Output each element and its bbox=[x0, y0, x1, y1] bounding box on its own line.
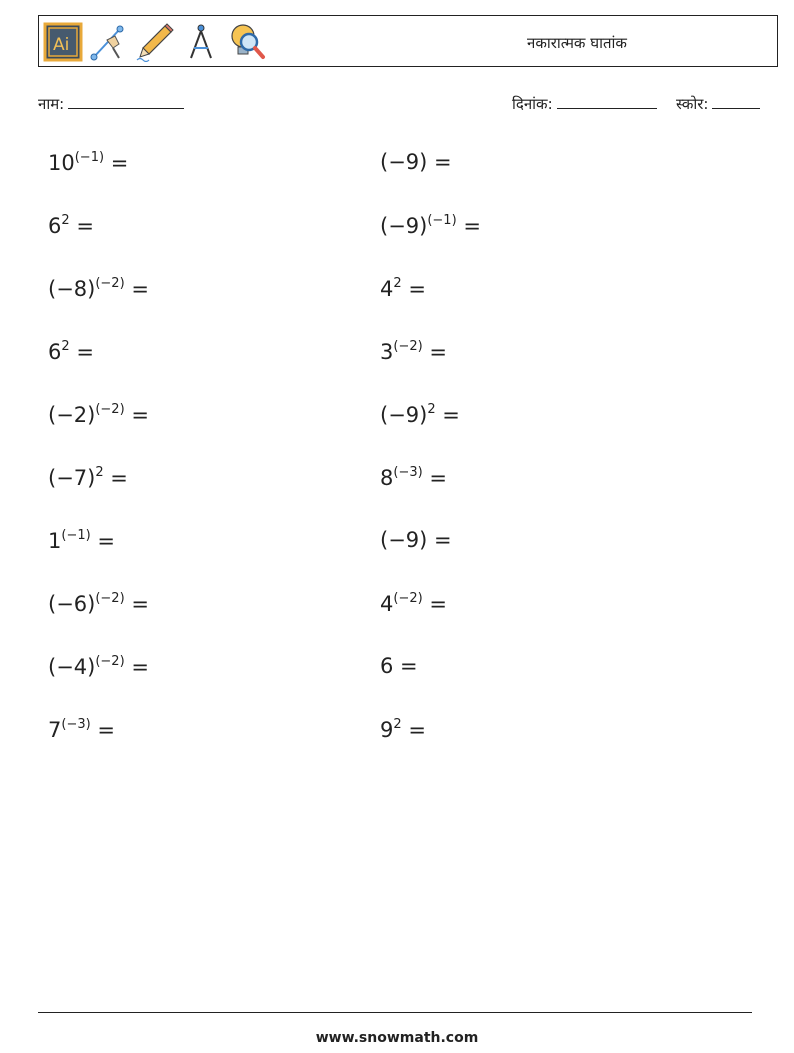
problem-equals: = bbox=[104, 151, 129, 175]
problem-exponent: (−1) bbox=[74, 150, 105, 165]
problem-item bbox=[48, 402, 149, 427]
problem-item bbox=[48, 339, 94, 364]
problem-item bbox=[48, 276, 149, 301]
problem-exponent: 2 bbox=[393, 717, 402, 732]
problem-equals: = bbox=[124, 592, 149, 616]
problem-base: (−9) bbox=[380, 150, 428, 174]
problem-equals: = bbox=[422, 340, 447, 364]
problem-equals: = bbox=[69, 340, 94, 364]
problem-base: (−4) bbox=[48, 655, 96, 679]
problem-exponent: 2 bbox=[61, 339, 70, 354]
problem-item bbox=[48, 717, 115, 742]
problem-item bbox=[380, 276, 426, 301]
score-label: स्कोर: bbox=[676, 95, 709, 113]
problem-item bbox=[380, 150, 452, 174]
problem-item bbox=[48, 150, 128, 175]
problem-exponent: (−2) bbox=[95, 654, 125, 669]
problem-item bbox=[380, 654, 418, 678]
problem-equals: = bbox=[427, 150, 452, 174]
worksheet-header bbox=[38, 15, 778, 67]
problem-equals: = bbox=[124, 655, 149, 679]
problem-equals: = bbox=[456, 214, 481, 238]
footer-website: www.snowmath.com bbox=[315, 1030, 479, 1046]
svg-text:Ai: Ai bbox=[53, 35, 70, 55]
compass-icon bbox=[181, 22, 221, 62]
problem-base: (−9) bbox=[380, 214, 428, 238]
problem-base: 7 bbox=[48, 718, 62, 742]
problem-equals: = bbox=[435, 403, 460, 427]
problem-equals: = bbox=[422, 466, 447, 490]
problem-base: 1 bbox=[48, 529, 62, 553]
problem-equals: = bbox=[103, 466, 128, 490]
problem-equals: = bbox=[90, 529, 115, 553]
problem-equals: = bbox=[69, 214, 94, 238]
problem-exponent: (−1) bbox=[427, 213, 457, 228]
problem-item bbox=[380, 339, 447, 364]
problem-base: (−9) bbox=[380, 528, 428, 552]
ai-icon bbox=[43, 22, 83, 62]
problem-item bbox=[48, 465, 128, 490]
footer-divider bbox=[38, 1012, 752, 1013]
problem-item bbox=[380, 528, 452, 552]
worksheet-title: नकारात्मक घातांक bbox=[527, 34, 627, 52]
problem-exponent: 2 bbox=[427, 402, 436, 417]
problem-item bbox=[48, 654, 149, 679]
problem-base: 10 bbox=[48, 151, 75, 175]
problem-base: (−2) bbox=[48, 403, 96, 427]
problem-exponent: (−2) bbox=[393, 591, 423, 606]
problem-item bbox=[48, 591, 149, 616]
score-blank bbox=[712, 94, 760, 109]
problem-base: (−6) bbox=[48, 592, 96, 616]
pin-icon bbox=[89, 22, 129, 62]
pencil-icon bbox=[135, 22, 175, 62]
name-blank bbox=[68, 94, 184, 109]
problem-item bbox=[380, 465, 447, 490]
problem-item bbox=[48, 528, 115, 553]
problem-base: (−7) bbox=[48, 466, 96, 490]
problem-equals: = bbox=[124, 277, 149, 301]
problem-item bbox=[48, 213, 94, 238]
problem-base: 3 bbox=[380, 340, 394, 364]
problem-equals: = bbox=[90, 718, 115, 742]
header-icons bbox=[43, 22, 267, 62]
problem-base: 8 bbox=[380, 466, 394, 490]
name-field bbox=[38, 94, 184, 114]
date-label: दिनांक: bbox=[512, 95, 553, 113]
problem-equals: = bbox=[124, 403, 149, 427]
problem-exponent: (−2) bbox=[95, 591, 125, 606]
problem-equals: = bbox=[422, 592, 447, 616]
date-field bbox=[512, 94, 657, 114]
problem-equals: = bbox=[427, 528, 452, 552]
problem-base: 6 bbox=[380, 654, 394, 678]
problem-equals: = bbox=[401, 718, 426, 742]
problem-equals: = bbox=[401, 277, 426, 301]
problem-exponent: (−3) bbox=[393, 465, 423, 480]
date-blank bbox=[557, 94, 657, 109]
problem-exponent: 2 bbox=[95, 465, 104, 480]
problem-equals: = bbox=[393, 654, 418, 678]
problem-item bbox=[380, 717, 426, 742]
problem-exponent: (−3) bbox=[61, 717, 91, 732]
score-field bbox=[676, 94, 760, 114]
problem-exponent: (−1) bbox=[61, 528, 91, 543]
problem-exponent: 2 bbox=[393, 276, 402, 291]
problem-item bbox=[380, 213, 481, 238]
problem-base: 6 bbox=[48, 340, 62, 364]
problem-exponent: 2 bbox=[61, 213, 70, 228]
problem-base: 4 bbox=[380, 592, 394, 616]
bulb-magnifier-icon bbox=[227, 22, 267, 62]
problem-base: 9 bbox=[380, 718, 394, 742]
problem-base: (−9) bbox=[380, 403, 428, 427]
problem-base: 4 bbox=[380, 277, 394, 301]
problem-exponent: (−2) bbox=[393, 339, 423, 354]
problem-exponent: (−2) bbox=[95, 276, 125, 291]
problem-item bbox=[380, 402, 460, 427]
problem-base: (−8) bbox=[48, 277, 96, 301]
problem-base: 6 bbox=[48, 214, 62, 238]
problem-exponent: (−2) bbox=[95, 402, 125, 417]
problem-item bbox=[380, 591, 447, 616]
name-label: नाम: bbox=[38, 95, 65, 113]
